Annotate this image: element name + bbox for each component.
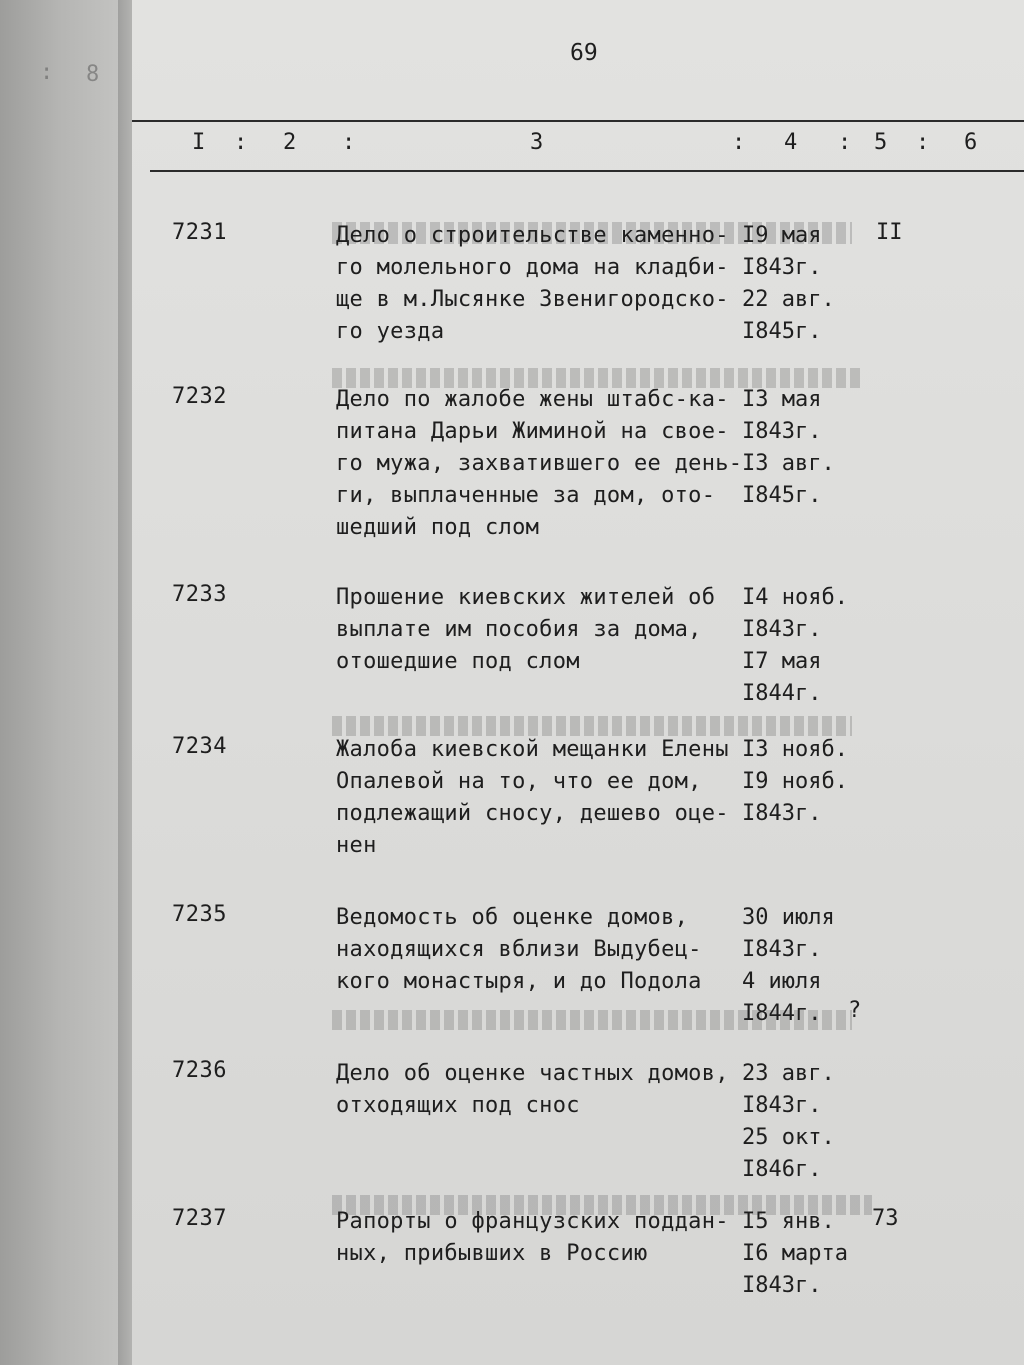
facing-page-edge xyxy=(0,0,132,1365)
header-col-2: 2 xyxy=(283,130,298,155)
description-line: Дело об оценке частных домов, xyxy=(336,1061,729,1086)
entry-dates xyxy=(742,734,862,830)
date-line: 22 авг. xyxy=(742,287,835,312)
date-line: I844г. xyxy=(742,681,822,706)
date-line: I845г. xyxy=(742,483,822,508)
description-line: го молельного дома на кладби- xyxy=(336,255,729,280)
header-col-5: 5 xyxy=(874,130,889,155)
document-page xyxy=(132,0,1024,1365)
date-line: I3 мая xyxy=(742,387,822,412)
header-rule-top xyxy=(132,120,1024,122)
description-line: кого монастыря, и до Подола xyxy=(336,969,702,994)
entry-dates xyxy=(742,1206,862,1302)
description-line: Жалоба киевской мещанки Елены xyxy=(336,737,729,762)
description-line: отходящих под снос xyxy=(336,1093,580,1118)
entry-dates xyxy=(742,384,862,512)
date-line: I3 нояб. xyxy=(742,737,848,762)
entry-description xyxy=(336,734,746,862)
date-line: I844г. xyxy=(742,1001,822,1026)
description-line: Опалевой на то, что ее дом, xyxy=(336,769,702,794)
bleed-through-text xyxy=(332,716,852,736)
header-col-4: 4 xyxy=(784,130,799,155)
entry-dates xyxy=(742,1058,862,1186)
description-line: питана Дарьи Жиминой на свое- xyxy=(336,419,729,444)
entry-dates xyxy=(742,902,862,1030)
entry-description xyxy=(336,902,746,998)
date-line: I843г. xyxy=(742,801,822,826)
header-separator: : xyxy=(732,130,747,155)
description-line: го уезда xyxy=(336,319,445,344)
date-line: I9 нояб. xyxy=(742,769,848,794)
description-line: выплате им пособия за дома, xyxy=(336,617,702,642)
description-line: подлежащий сносу, дешево оце- xyxy=(336,801,729,826)
date-line: I846г. xyxy=(742,1157,822,1182)
date-line: I843г. xyxy=(742,255,822,280)
description-line: Рапорты о французских поддан- xyxy=(336,1209,729,1234)
page-number: 69 xyxy=(570,40,598,66)
entry-dates xyxy=(742,220,862,348)
date-line: I4 нояб. xyxy=(742,585,848,610)
date-line: I843г. xyxy=(742,1093,822,1118)
entry-number: 7235 xyxy=(172,902,227,927)
date-line: I5 янв. xyxy=(742,1209,835,1234)
description-line: ных, прибывших в Россию xyxy=(336,1241,648,1266)
facing-page-mark: : xyxy=(40,60,54,85)
entry-description xyxy=(336,384,746,544)
date-line: I843г. xyxy=(742,937,822,962)
header-separator: : xyxy=(838,130,853,155)
entry-number: 7232 xyxy=(172,384,227,409)
date-line: I843г. xyxy=(742,617,822,642)
date-line: 4 июля xyxy=(742,969,822,994)
description-line: ще в м.Лысянке Звенигородско- xyxy=(336,287,729,312)
entry-sheet-count: ? xyxy=(848,998,862,1023)
date-line: I845г. xyxy=(742,319,822,344)
header-rule-bottom xyxy=(150,170,1024,172)
facing-page-mark: 8 xyxy=(86,62,100,87)
date-line: 25 окт. xyxy=(742,1125,835,1150)
description-line: шедший под слом xyxy=(336,515,540,540)
header-col-6: 6 xyxy=(964,130,979,155)
description-line: нен xyxy=(336,833,377,858)
header-col-3: 3 xyxy=(530,130,545,155)
description-line: Дело о строительстве каменно- xyxy=(336,223,729,248)
entry-description xyxy=(336,1058,746,1122)
entry-number: 7236 xyxy=(172,1058,227,1083)
entry-number: 7234 xyxy=(172,734,227,759)
description-line: находящихся вблизи Выдубец- xyxy=(336,937,702,962)
date-line: I3 авг. xyxy=(742,451,835,476)
description-line: Дело по жалобе жены штабс-ка- xyxy=(336,387,729,412)
description-line: Прошение киевских жителей об xyxy=(336,585,716,610)
description-line: го мужа, захватившего ее день- xyxy=(336,451,743,476)
entry-description xyxy=(336,582,746,678)
header-separator: : xyxy=(916,130,931,155)
entry-sheet-count: II xyxy=(876,220,903,245)
date-line: 23 авг. xyxy=(742,1061,835,1086)
description-line: ги, выплаченные за дом, ото- xyxy=(336,483,716,508)
date-line: I843г. xyxy=(742,1273,822,1298)
entry-number: 7237 xyxy=(172,1206,227,1231)
entry-sheet-count: 73 xyxy=(872,1206,899,1231)
description-line: Ведомость об оценке домов, xyxy=(336,905,689,930)
date-line: 30 июля xyxy=(742,905,835,930)
header-col-1: I xyxy=(192,130,207,155)
entry-number: 7231 xyxy=(172,220,227,245)
header-separator: : xyxy=(234,130,249,155)
date-line: I7 мая xyxy=(742,649,822,674)
entry-description xyxy=(336,1206,746,1270)
entry-dates xyxy=(742,582,862,710)
date-line: I9 мая xyxy=(742,223,822,248)
date-line: I6 марта xyxy=(742,1241,848,1266)
header-separator: : xyxy=(342,130,357,155)
date-line: I843г. xyxy=(742,419,822,444)
entry-description xyxy=(336,220,746,348)
entry-number: 7233 xyxy=(172,582,227,607)
description-line: отошедшие под слом xyxy=(336,649,580,674)
